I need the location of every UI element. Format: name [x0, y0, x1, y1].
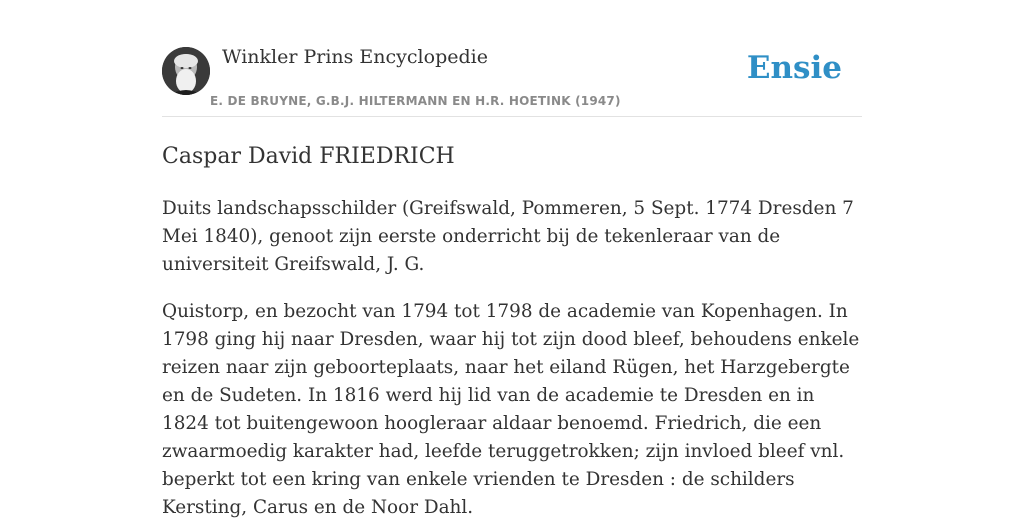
bearded-man-portrait-icon — [162, 47, 210, 95]
ensie-logo-link[interactable]: Ensie — [746, 50, 842, 86]
article-paragraph: Quistorp, en bezocht van 1794 tot 1798 de academie van Kopenhagen. In 1798 ging hij naar Dresden, waar hij tot zijn dood bleef, behoudens enkele reizen naar zijn geboorteplaats, naar het eiland Rügen, het Harzgebergte en de Sudeten. In 1816 werd hij lid van de academie te Dresden en in 1824 tot buitengewoon hoogleraar aldaar benoemd. Friedrich, die een zwaarmoedig karakter had, leefde teruggetrokken; zijn invloed bleef vnl. beperkt tot een kring van enkele vrienden te Dresden : de schilders Kersting, Carus en de Noor Dahl. — [162, 301, 860, 518]
avatar[interactable] — [162, 47, 210, 95]
page-header — [162, 0, 862, 117]
page-content — [162, 0, 862, 522]
article-paragraph: Duits landschapsschilder (Greifswald, Pommeren, 5 Sept. 1774 Dresden 7 Mei 1840), genoot zijn eerste onderricht bij de tekenleraar van de universiteit Greifswald, J. G. — [162, 198, 854, 275]
article-title: Caspar David FRIEDRICH — [162, 144, 455, 169]
source-title[interactable]: Winkler Prins Encyclopedie — [222, 46, 488, 68]
authors-line: E. DE BRUYNE, G.B.J. HILTERMANN EN H.R. HOETINK (1947) — [210, 94, 621, 108]
